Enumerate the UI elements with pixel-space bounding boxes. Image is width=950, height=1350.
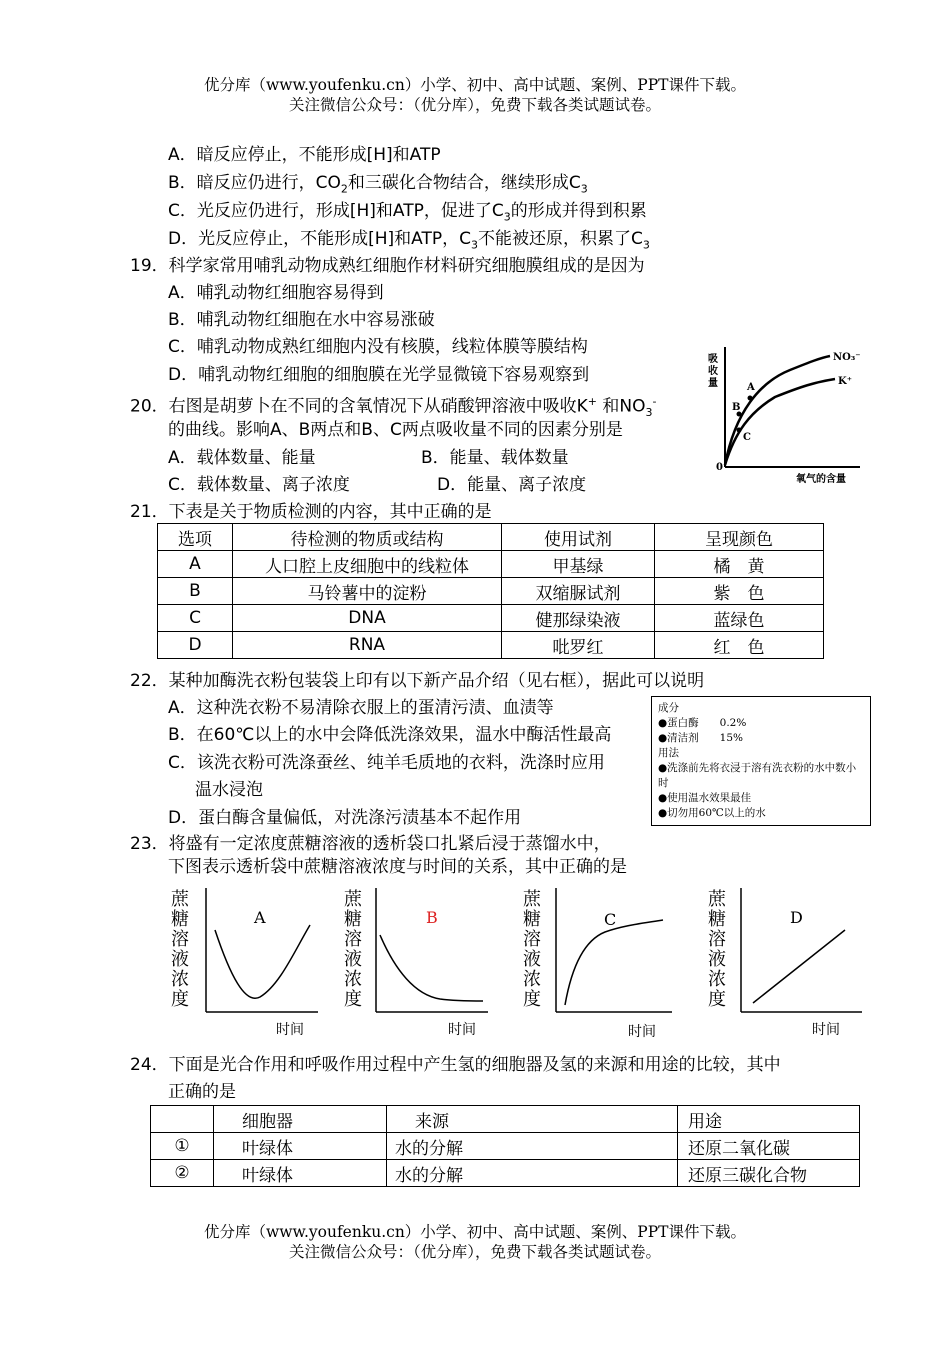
no3-curve [725,356,830,465]
q22-option-c: C．该洗衣粉可洗涤蚕丝、纯羊毛质地的衣料，洗涤时应用 [168,753,605,773]
graph-b-ylabel: 蔗 糖 溶 液 浓 度 [344,889,362,1010]
q19-option-a: A．哺乳动物红细胞容易得到 [168,283,384,303]
q20-stem: 20．右图是胡萝卜在不同的含氧情况下从硝酸钾溶液中吸收K+ 和$NO_3^-$ [130,395,657,420]
graph-a-label: A [254,908,266,927]
table-row [151,1160,860,1187]
q24-table [150,1105,860,1187]
table-cell: 水的分解 [387,1133,678,1160]
table-cell: DNA [233,605,502,632]
table-cell: 健那绿染液 [502,605,655,632]
q18-option-a: A．暗反应停止，不能形成[H]和ATP [168,145,441,165]
graph-d-label: D [790,908,803,927]
table-cell: ① [151,1133,214,1160]
table-cell: 红 色 [655,632,824,659]
q18-option-c: C．光反应仍进行，形成[H]和ATP，促进了$C_3$的形成并得到积累 [168,201,647,224]
table-header-row [151,1106,860,1133]
graph-a [200,885,320,1015]
graph-b-curve [380,935,483,1001]
q20-option-a: A．载体数量、能量 [168,448,316,468]
graph-no3-label: NO₃⁻ [833,352,861,363]
graph-point-a: A [747,382,755,393]
graph-origin: 0 [716,462,723,473]
table-row [158,578,824,605]
table-cell: 双缩脲试剂 [502,578,655,605]
q22-stem: 22．某种加酶洗衣粉包装袋上印有以下新产品介绍（见右框），据此可以说明 [130,671,705,691]
graph-c-curve [565,920,663,1005]
graph-d-line [753,930,845,1003]
graph-point-c: C [743,432,751,443]
table-header-cell [151,1106,214,1133]
graph-ylabel-2: 收 [708,366,718,377]
table-cell: 人口腔上皮细胞中的线粒体 [233,551,502,578]
q18-option-b: B．暗反应仍进行，$CO_2$和三碳化合物结合，继续形成$C_3$ [168,173,588,196]
table-cell: 紫 色 [655,578,824,605]
box-line: ●切勿用60℃以上的水 [658,807,766,819]
q20-option-b: B．能量、载体数量 [421,448,569,468]
graph-c [550,885,675,1015]
table-header-cell: 用途 [678,1106,860,1133]
q24-stem: 24．下面是光合作用和呼吸作用过程中产生氢的细胞器及氢的来源和用途的比较，其中 [130,1055,781,1075]
table-header-cell: 细胞器 [214,1106,387,1133]
table-header-cell: 待检测的物质或结构 [233,524,502,551]
q22-option-c-cont: 温水浸泡 [195,780,263,800]
header-line-2: 关注微信公众号：（优分库），免费下载各类试题试卷。 [288,96,661,114]
graph-point-b: B [732,402,741,413]
table-cell: ② [151,1160,214,1187]
graph-a-ylabel: 蔗 糖 溶 液 浓 度 [171,889,189,1010]
table-cell: B [158,578,233,605]
graph-a-xlabel: 时间 [276,1022,304,1038]
table-header-cell: 使用试剂 [502,524,655,551]
table-cell: 橘 黄 [655,551,824,578]
table-cell: 还原三碳化合物 [678,1160,860,1187]
q20-option-c: C．载体数量、离子浓度 [168,475,350,495]
table-cell: 马铃薯中的淀粉 [233,578,502,605]
graph-c-label: C [604,910,617,929]
point-c-dot [737,428,742,433]
graph-d [735,885,865,1015]
q22-option-d: D．蛋白酶含量偏低，对洗涤污渍基本不起作用 [168,808,522,828]
q23-stem-2: 下图表示透析袋中蔗糖溶液浓度与时间的关系，其中正确的是 [168,857,627,877]
table-cell: 吡罗红 [502,632,655,659]
q21-stem: 21．下表是关于物质检测的内容，其中正确的是 [130,502,492,522]
q18-option-d: D．光反应停止，不能形成[H]和ATP，$C_3$不能被还原，积累了$C_3$ [168,229,650,252]
box-title: 成分 [658,702,679,714]
q22-option-a: A．这种洗衣粉不易清除衣服上的蛋清污渍、血渍等 [168,698,554,718]
q24-stem-2: 正确的是 [168,1082,236,1102]
graph-k-label: K⁺ [838,376,852,387]
footer-line-1: 优分库（www.youfenku.cn）小学、初中、高中试题、案例、PPT课件下载。 [203,1223,747,1241]
graph-c-xlabel: 时间 [628,1024,656,1040]
table-row [158,605,824,632]
header-line-1: 优分库（www.youfenku.cn）小学、初中、高中试题、案例、PPT课件下载。 [203,76,747,94]
box-line: ●蛋白酶 0.2% [658,717,747,729]
q20-stem-2: 的曲线。影响A、B两点和B、C两点吸收量不同的因素分别是 [168,420,623,440]
graph-ylabel-1: 吸 [708,354,718,365]
table-row [158,632,824,659]
table-cell: RNA [233,632,502,659]
box-usage: 用法 [658,747,679,759]
graph-d-xlabel: 时间 [812,1022,840,1038]
table-cell: 叶绿体 [214,1160,387,1187]
box-line: ●清洁剂 15% [658,732,743,744]
q21-table [157,523,824,659]
absorption-graph [700,342,870,487]
q19-option-d: D．哺乳动物红细胞的细胞膜在光学显微镜下容易观察到 [168,365,590,385]
graph-b-label: B [426,908,438,927]
graph-c-ylabel: 蔗 糖 溶 液 浓 度 [523,889,541,1010]
table-cell: 蓝绿色 [655,605,824,632]
table-cell: 还原二氧化碳 [678,1133,860,1160]
table-cell: C [158,605,233,632]
table-header-cell: 来源 [387,1106,678,1133]
graph-b-xlabel: 时间 [448,1022,476,1038]
graph-xlabel: 氧气的含量 [796,474,846,485]
q19-stem: 19．科学家常用哺乳动物成熟红细胞作材料研究细胞膜组成的是因为 [130,256,645,276]
product-info-box [651,696,871,826]
table-cell: A [158,551,233,578]
table-header-cell: 选项 [158,524,233,551]
q20-option-d: D．能量、离子浓度 [437,475,587,495]
q19-option-c: C．哺乳动物成熟红细胞内没有核膜，线粒体膜等膜结构 [168,337,588,357]
graph-d-ylabel: 蔗 糖 溶 液 浓 度 [708,889,726,1010]
table-cell: 水的分解 [387,1160,678,1187]
table-row [151,1133,860,1160]
q19-option-b: B．哺乳动物红细胞在水中容易涨破 [168,310,435,330]
table-cell: D [158,632,233,659]
table-cell: 叶绿体 [214,1133,387,1160]
footer-line-2: 关注微信公众号：（优分库），免费下载各类试题试卷。 [288,1243,661,1261]
q22-option-b: B．在60℃以上的水中会降低洗涤效果，温水中酶活性最高 [168,725,612,745]
graph-a-curve [215,925,310,998]
graph-ylabel-3: 量 [708,378,718,389]
graph-b [370,885,490,1015]
q23-stem: 23．将盛有一定浓度蔗糖溶液的透析袋口扎紧后浸于蒸馏水中， [130,834,611,854]
table-cell: 甲基绿 [502,551,655,578]
point-a-dot [748,396,753,401]
table-header-row [158,524,824,551]
table-header-cell: 呈现颜色 [655,524,824,551]
box-line: ●使用温水效果最佳 [658,792,752,804]
box-line: ●洗涤前先将衣浸于溶有洗衣粉的水中数小时 [658,762,857,789]
table-row [158,551,824,578]
k-curve [725,379,835,465]
